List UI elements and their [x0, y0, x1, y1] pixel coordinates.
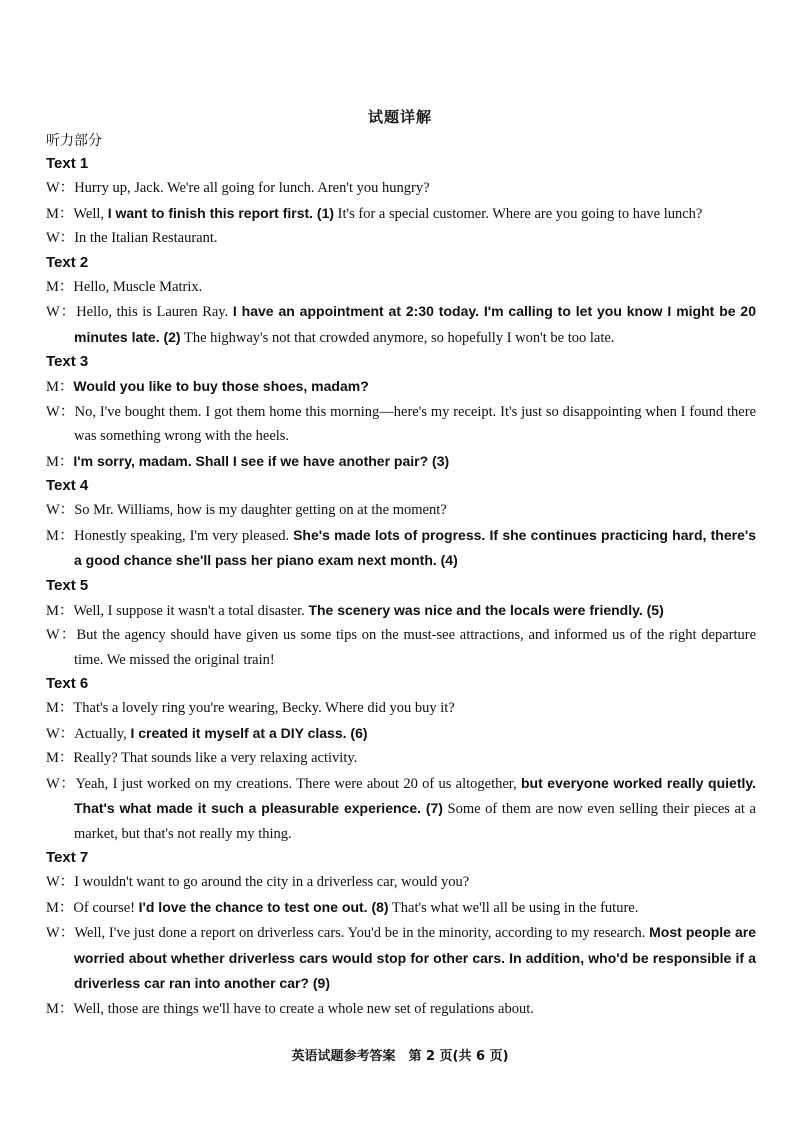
speaker-label: W： — [46, 775, 76, 792]
transcript-section — [46, 152, 756, 251]
speaker-label: M： — [46, 1000, 74, 1017]
speaker-label: M： — [46, 899, 74, 916]
speaker-label: W： — [46, 627, 77, 643]
speaker-label: M： — [46, 278, 74, 295]
speaker-label: W： — [46, 725, 75, 742]
speaker-label: W： — [46, 304, 77, 320]
dialogue-line — [46, 920, 756, 997]
dialogue-line — [46, 299, 756, 350]
speaker-label: W： — [46, 925, 75, 941]
answer-key-text: She's made lots of progress. If she continues practicing hard, there's a good chance she'll pass her piano exam next month. (4) — [74, 526, 756, 568]
dialogue-line — [46, 721, 756, 747]
dialogue-line — [46, 275, 756, 300]
dialogue-text: It's for a special customer. Where are you going to have lunch? — [334, 205, 703, 222]
dialogue-line — [46, 449, 756, 475]
speaker-label: M： — [46, 205, 74, 222]
transcript-list — [46, 152, 756, 1021]
dialogue-line — [46, 498, 756, 523]
text-heading: Text 3 — [46, 353, 89, 370]
dialogue-text: No, I've bought them. I got them home this morning—here's my receipt. It's just so disappointing when I found there was something wrong with the heels. — [74, 403, 757, 444]
answer-key-text: Most people are worried about whether driverless cars would stop for other cars. In addition, who'd be responsible if a driverless car ran into another car? (9) — [74, 924, 757, 991]
transcript-section — [46, 251, 756, 351]
dialogue-line — [46, 746, 756, 771]
speaker-label: W： — [46, 874, 75, 890]
answer-key-text: I'd love the chance to test one out. (8) — [138, 898, 389, 915]
dialogue-line — [46, 598, 756, 624]
dialogue-line — [46, 870, 756, 895]
transcript-section — [46, 846, 756, 1021]
dialogue-text: I wouldn't want to go around the city in a driverless car, would you? — [74, 874, 470, 890]
dialogue-text: Of course! — [73, 899, 139, 916]
answer-key-text: but everyone worked really quietly. That's what made it such a pleasurable experience. (7) — [74, 774, 757, 816]
dialogue-line — [46, 400, 756, 449]
speaker-label: W： — [46, 180, 75, 196]
speaker-label: W： — [46, 230, 75, 246]
dialogue-text: In the Italian Restaurant. — [74, 230, 218, 246]
transcript-section — [46, 672, 756, 846]
document-body — [46, 130, 756, 1021]
transcript-section — [46, 574, 756, 673]
transcript-section — [46, 350, 756, 474]
section-heading: 听力部分 — [46, 133, 102, 149]
dialogue-line — [46, 771, 756, 847]
dialogue-line — [46, 523, 756, 574]
dialogue-text: Hurry up, Jack. We're all going for lunch. Aren't you hungry? — [74, 180, 430, 196]
answer-key-text: I have an appointment at 2:30 today. I'm calling to let you know I might be 20 minutes late. (2) — [74, 303, 757, 345]
dialogue-text: So Mr. Williams, how is my daughter getting on at the moment? — [74, 502, 447, 518]
speaker-label: W： — [46, 502, 75, 518]
dialogue-text: Some of them are now even selling their pieces at a market, but that's not really my thing. — [74, 801, 756, 842]
dialogue-text: The highway's not that crowded anymore, so hopefully I won't be too late. — [180, 329, 615, 346]
dialogue-text: Honestly speaking, I'm very pleased. — [74, 527, 294, 544]
answer-key-text: I'm sorry, madam. Shall I see if we have another pair? (3) — [73, 452, 450, 469]
dialogue-text: Really? That sounds like a very relaxing activity. — [73, 750, 358, 766]
dialogue-line — [46, 696, 756, 721]
dialogue-text: Hello, this is Lauren Ray. — [76, 304, 233, 320]
dialogue-line — [46, 997, 756, 1022]
speaker-label: M： — [46, 527, 75, 544]
text-heading: Text 1 — [46, 155, 89, 172]
answer-key-text: I want to finish this report first. (1) — [107, 204, 335, 221]
dialogue-line — [46, 374, 756, 400]
text-heading: Text 5 — [46, 576, 89, 594]
dialogue-text: Actually, — [74, 725, 131, 742]
dialogue-line — [46, 895, 756, 921]
answer-key-text: I created it myself at a DIY class. (6) — [130, 724, 368, 741]
text-heading: Text 4 — [46, 477, 89, 494]
dialogue-text: That's a lovely ring you're wearing, Becky. Where did you buy it? — [73, 700, 455, 716]
speaker-label: W： — [46, 403, 75, 420]
dialogue-line — [46, 176, 756, 201]
dialogue-line — [46, 201, 756, 227]
dialogue-text: Well, those are things we'll have to create a whole new set of regulations about. — [73, 1000, 534, 1017]
dialogue-text: But the agency should have given us some tips on the must-see attractions, and informed us of the right departure time. We missed the original train! — [74, 627, 757, 668]
text-heading: Text 6 — [46, 675, 89, 692]
dialogue-text: Well, I've just done a report on driverless cars. You'd be in the minority, according to my research. — [74, 925, 650, 941]
speaker-label: M： — [46, 602, 74, 619]
dialogue-text: Hello, Muscle Matrix. — [73, 278, 203, 295]
speaker-label: M： — [46, 700, 74, 716]
speaker-label: M： — [46, 750, 74, 766]
dialogue-text: That's what we'll all be using in the future. — [388, 899, 639, 916]
speaker-label: M： — [46, 379, 74, 395]
dialogue-line — [46, 226, 756, 251]
text-heading: Text 7 — [46, 849, 89, 866]
dialogue-line — [46, 623, 756, 672]
dialogue-text: Well, — [73, 205, 108, 222]
transcript-section — [46, 474, 756, 574]
answer-key-text: The scenery was nice and the locals were friendly. (5) — [308, 601, 664, 618]
speaker-label: M： — [46, 453, 74, 470]
text-heading: Text 2 — [46, 253, 89, 271]
dialogue-text: Yeah, I just worked on my creations. There were about 20 of us altogether, — [75, 775, 521, 792]
answer-key-text: Would you like to buy those shoes, madam? — [73, 378, 369, 394]
dialogue-text: Well, I suppose it wasn't a total disaster. — [73, 602, 309, 619]
page-footer: 英语试题参考答案 第 2 页(共 6 页) — [291, 1049, 509, 1064]
page-title: 试题详解 — [367, 108, 432, 126]
